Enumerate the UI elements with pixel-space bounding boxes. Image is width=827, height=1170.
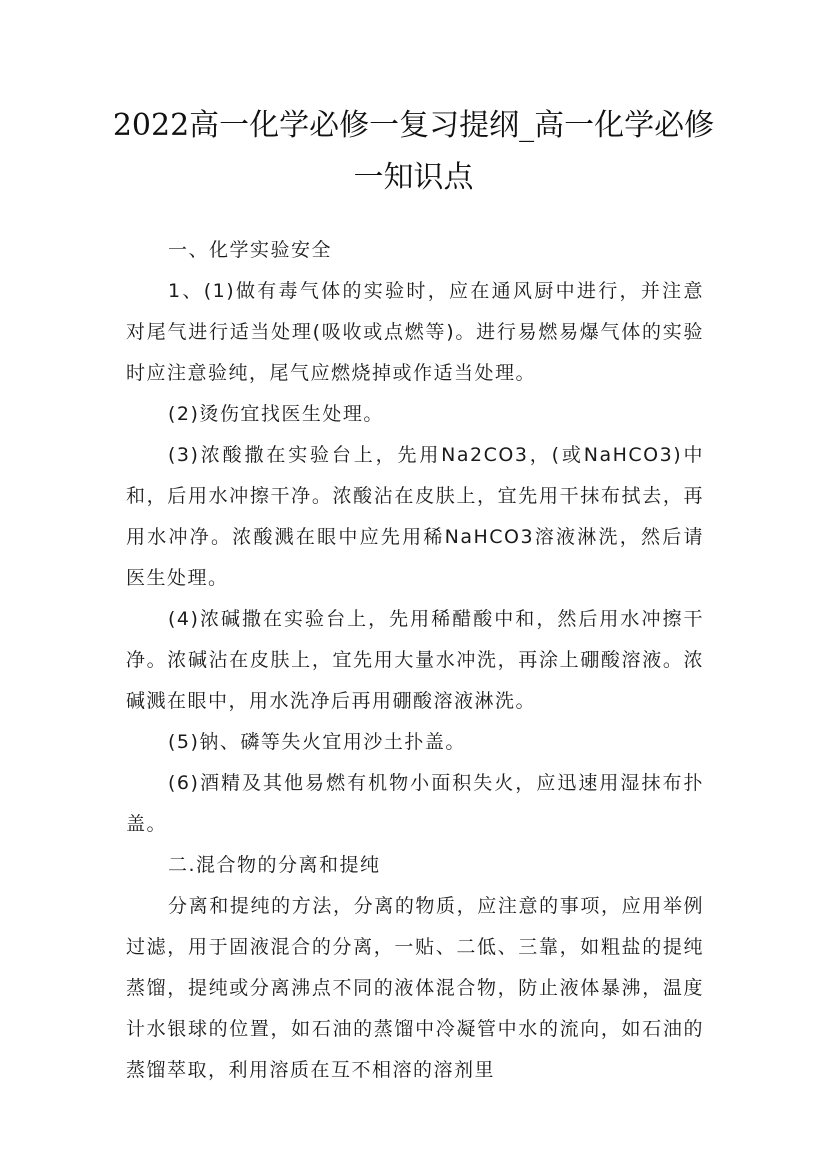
paragraph-separation-methods: 分离和提纯的方法，分离的物质，应注意的事项，应用举例过滤，用于固液混合的分离，一贴、二低、三靠，如粗盐的提纯蒸馏，提纯或分离沸点不同的液体混合物，防止液体暴沸，温度计水银球的位置，如石油的蒸馏中冷凝管中水的流向，如石油的蒸馏萃取，利用溶质在互不相溶的溶剂里 [126,895,704,1081]
paragraph-burns: (2)烫伤宜找医生处理。 [168,403,384,425]
paragraph-toxic-gas: 1、(1)做有毒气体的实验时，应在通风厨中进行，并注意对尾气进行适当处理(吸收或点燃等)。进行易燃易爆气体的实验时应注意验纯，尾气应燃烧掉或作适当处理。 [126,280,704,384]
paragraph-sodium-fire: (5)钠、磷等失火宜用沙土扑盖。 [168,731,466,753]
document-body [126,230,704,1091]
paragraph-alcohol-fire: (6)酒精及其他易燃有机物小面积失火，应迅速用湿抹布扑盖。 [126,772,704,835]
paragraph-acid-spill: (3)浓酸撒在实验台上，先用Na2CO3，(或NaHCO3)中和，后用水冲擦干净。浓酸沾在皮肤上，宜先用干抹布拭去，再用水冲净。浓酸溅在眼中应先用稀NaHCO3溶液淋洗，然后请医生处理。 [126,444,704,589]
section-heading-lab-safety: 一、化学实验安全 [168,239,333,261]
document-title: 2022高一化学必修一复习提纲_高一化学必修一知识点 [112,108,715,195]
paragraph-alkali-spill: (4)浓碱撒在实验台上，先用稀醋酸中和，然后用水冲擦干净。浓碱沾在皮肤上，宜先用大量水冲洗，再涂上硼酸溶液。浓碱溅在眼中，用水洗净后再用硼酸溶液淋洗。 [126,608,704,712]
section-heading-separation: 二.混合物的分离和提纯 [168,854,381,876]
